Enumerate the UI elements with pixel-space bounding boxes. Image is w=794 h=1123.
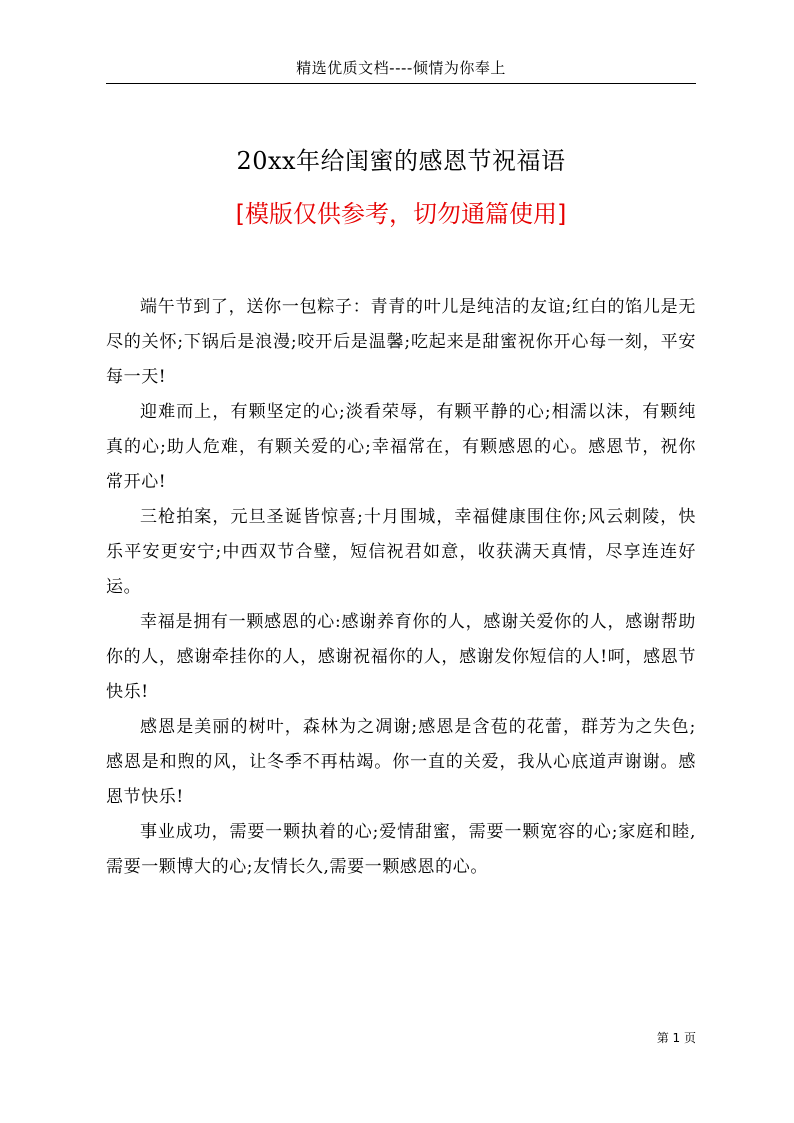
- document-subtitle: [模版仅供参考，切勿通篇使用]: [235, 200, 567, 228]
- paragraph: 端午节到了，送你一包粽子：青青的叶儿是纯洁的友谊;红白的馅儿是无尽的关怀;下锅后是浪漫;咬开后是温馨;吃起来是甜蜜祝你开心每一刻，平安每一天!: [106, 297, 696, 387]
- paragraph: 感恩是美丽的树叶，森林为之凋谢;感恩是含苞的花蕾，群芳为之失色;感恩是和煦的风，让冬季不再枯竭。你一直的关爱，我从心底道声谢谢。感恩节快乐!: [106, 717, 696, 807]
- page-header: 精选优质文档----倾情为你奉上: [296, 59, 506, 77]
- page-number: 第 1 页: [656, 1031, 696, 1045]
- paragraph: 事业成功，需要一颗执着的心;爱情甜蜜，需要一颗宽容的心;家庭和睦,需要一颗博大的心;友情长久,需要一颗感恩的心。: [106, 822, 696, 877]
- paragraph: 迎难而上，有颗坚定的心;淡看荣辱，有颗平静的心;相濡以沫，有颗纯真的心;助人危难，有颗关爱的心;幸福常在，有颗感恩的心。感恩节，祝你常开心!: [106, 402, 696, 492]
- header-divider: [106, 83, 696, 84]
- paragraph: 幸福是拥有一颗感恩的心:感谢养育你的人，感谢关爱你的人，感谢帮助你的人，感谢牵挂你的人，感谢祝福你的人，感谢发你短信的人!呵，感恩节快乐!: [106, 612, 696, 702]
- paragraph: 三枪拍案，元旦圣诞皆惊喜;十月围城，幸福健康围住你;风云刺陵，快乐平安更安宁;中西双节合璧，短信祝君如意，收获满天真情，尽享连连好运。: [106, 507, 696, 597]
- document-body: [106, 290, 696, 885]
- document-title: 20xx年给闺蜜的感恩节祝福语: [236, 147, 566, 175]
